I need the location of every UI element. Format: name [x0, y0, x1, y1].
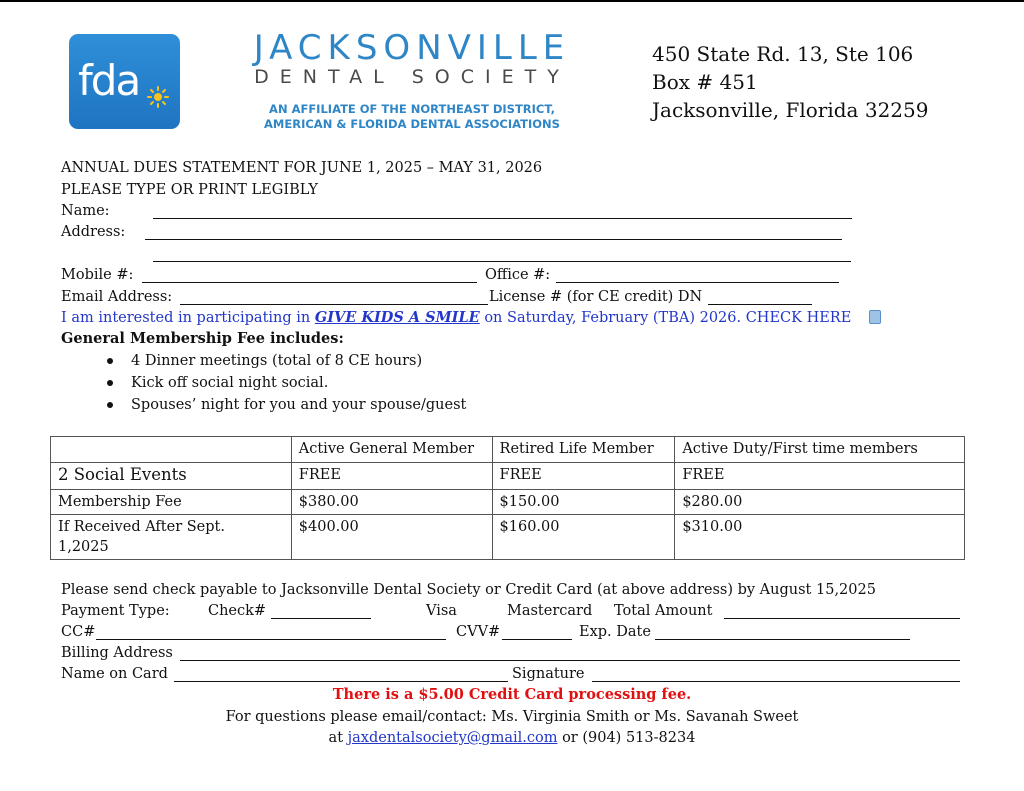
signature-label: Signature — [512, 666, 585, 682]
list-item: Spouses’ night for you and your spouse/guest — [105, 394, 466, 416]
name-on-card-field[interactable] — [174, 668, 508, 682]
contact-at: at — [328, 730, 348, 746]
check-field[interactable] — [271, 605, 371, 619]
table-cell: $400.00 — [291, 515, 492, 560]
cc-label: CC# — [61, 624, 96, 640]
contact-details — [0, 728, 1024, 748]
table-cell: $150.00 — [492, 490, 675, 515]
name-field[interactable] — [153, 205, 852, 219]
name-on-card-label: Name on Card — [61, 666, 168, 682]
payment-instructions: Please send check payable to Jacksonville Dental Society or Credit Card (at above address) by August 15,2025 — [61, 582, 876, 598]
table-header-cell: Active General Member — [291, 437, 492, 463]
logo-text: fda — [78, 56, 140, 105]
table-cell: $280.00 — [675, 490, 965, 515]
table-header-cell — [51, 437, 292, 463]
processing-fee-notice: There is a $5.00 Credit Card processing fee. — [332, 686, 692, 703]
table-header-cell: Active Duty/First time members — [675, 437, 965, 463]
row-label: 2 Social Events — [51, 463, 292, 490]
statement-title: ANNUAL DUES STATEMENT FOR JUNE 1, 2025 – MAY 31, 2026 — [61, 160, 543, 176]
name-label: Name: — [61, 203, 110, 219]
mobile-field[interactable] — [142, 269, 477, 283]
email-field[interactable] — [180, 291, 488, 305]
contact-phone: or (904) 513-8234 — [557, 730, 696, 746]
billing-address-field[interactable] — [180, 647, 960, 661]
address-line-3: Jacksonville, Florida 32259 — [652, 98, 929, 122]
address-line-2: Box # 451 — [652, 70, 758, 94]
payment-type-label: Payment Type: — [61, 603, 170, 619]
address-line-1: 450 State Rd. 13, Ste 106 — [652, 42, 914, 66]
list-item: 4 Dinner meetings (total of 8 CE hours) — [105, 350, 466, 372]
address-label: Address: — [61, 224, 126, 240]
table-cell: FREE — [492, 463, 675, 490]
top-border — [0, 0, 1024, 2]
total-amount-label: Total Amount — [614, 603, 713, 619]
cvv-label: CVV# — [456, 624, 501, 640]
visa-option[interactable]: Visa — [426, 603, 457, 619]
row-label: Membership Fee — [51, 490, 292, 515]
table-header-row — [51, 437, 965, 463]
gkas-line — [61, 308, 881, 328]
office-label: Office #: — [485, 267, 551, 283]
cvv-field[interactable] — [502, 626, 572, 640]
contact-line: For questions please email/contact: Ms. Virginia Smith or Ms. Savanah Sweet — [225, 709, 799, 725]
total-amount-field[interactable] — [724, 605, 960, 619]
email-label: Email Address: — [61, 289, 173, 305]
address-field-1[interactable] — [145, 226, 842, 240]
mastercard-option[interactable]: Mastercard — [507, 603, 593, 619]
cc-field[interactable] — [96, 626, 446, 640]
table-header-cell: Retired Life Member — [492, 437, 675, 463]
print-instruction: PLEASE TYPE OR PRINT LEGIBLY — [61, 182, 318, 198]
gkas-suffix: on Saturday, February (TBA) 2026. CHECK HERE — [479, 310, 852, 326]
mailing-address — [652, 40, 928, 124]
license-field[interactable] — [708, 291, 812, 305]
table-row — [51, 515, 965, 560]
license-label: License # (for CE credit) DN — [489, 289, 703, 305]
signature-field[interactable] — [592, 668, 960, 682]
table-row — [51, 490, 965, 515]
org-subtitle: DENTAL SOCIETY — [254, 66, 570, 88]
list-item: Kick off social night social. — [105, 372, 466, 394]
exp-date-label: Exp. Date — [579, 624, 651, 640]
affiliate-line-1: AN AFFILIATE OF THE NORTHEAST DISTRICT, — [269, 102, 555, 116]
org-brand — [222, 30, 602, 132]
check-label: Check# — [208, 603, 267, 619]
contact-email-link[interactable]: jaxdentalsociety@gmail.com — [347, 730, 558, 746]
table-cell: FREE — [675, 463, 965, 490]
gkas-link[interactable]: GIVE KIDS A SMILE — [314, 309, 480, 326]
includes-heading: General Membership Fee includes: — [61, 330, 344, 347]
sun-icon — [147, 86, 169, 108]
org-name: JACKSONVILLE — [253, 28, 571, 68]
name-row — [61, 201, 110, 221]
affiliate-line-2: AMERICAN & FLORIDA DENTAL ASSOCIATIONS — [264, 117, 560, 131]
table-row — [51, 463, 965, 490]
table-cell: $160.00 — [492, 515, 675, 560]
fda-logo — [69, 34, 180, 129]
address-field-2[interactable] — [153, 248, 851, 262]
exp-date-field[interactable] — [655, 626, 910, 640]
gkas-checkbox[interactable] — [869, 310, 881, 324]
table-cell: $380.00 — [291, 490, 492, 515]
mobile-label: Mobile #: — [61, 267, 134, 283]
table-cell: $310.00 — [675, 515, 965, 560]
address-row — [61, 222, 125, 242]
billing-address-label: Billing Address — [61, 645, 173, 661]
office-field[interactable] — [556, 269, 839, 283]
fee-table — [50, 436, 965, 560]
includes-list — [105, 350, 466, 416]
gkas-prefix: I am interested in participating in — [61, 310, 315, 326]
row-label: If Received After Sept. 1,2025 — [51, 515, 292, 560]
table-cell: FREE — [291, 463, 492, 490]
